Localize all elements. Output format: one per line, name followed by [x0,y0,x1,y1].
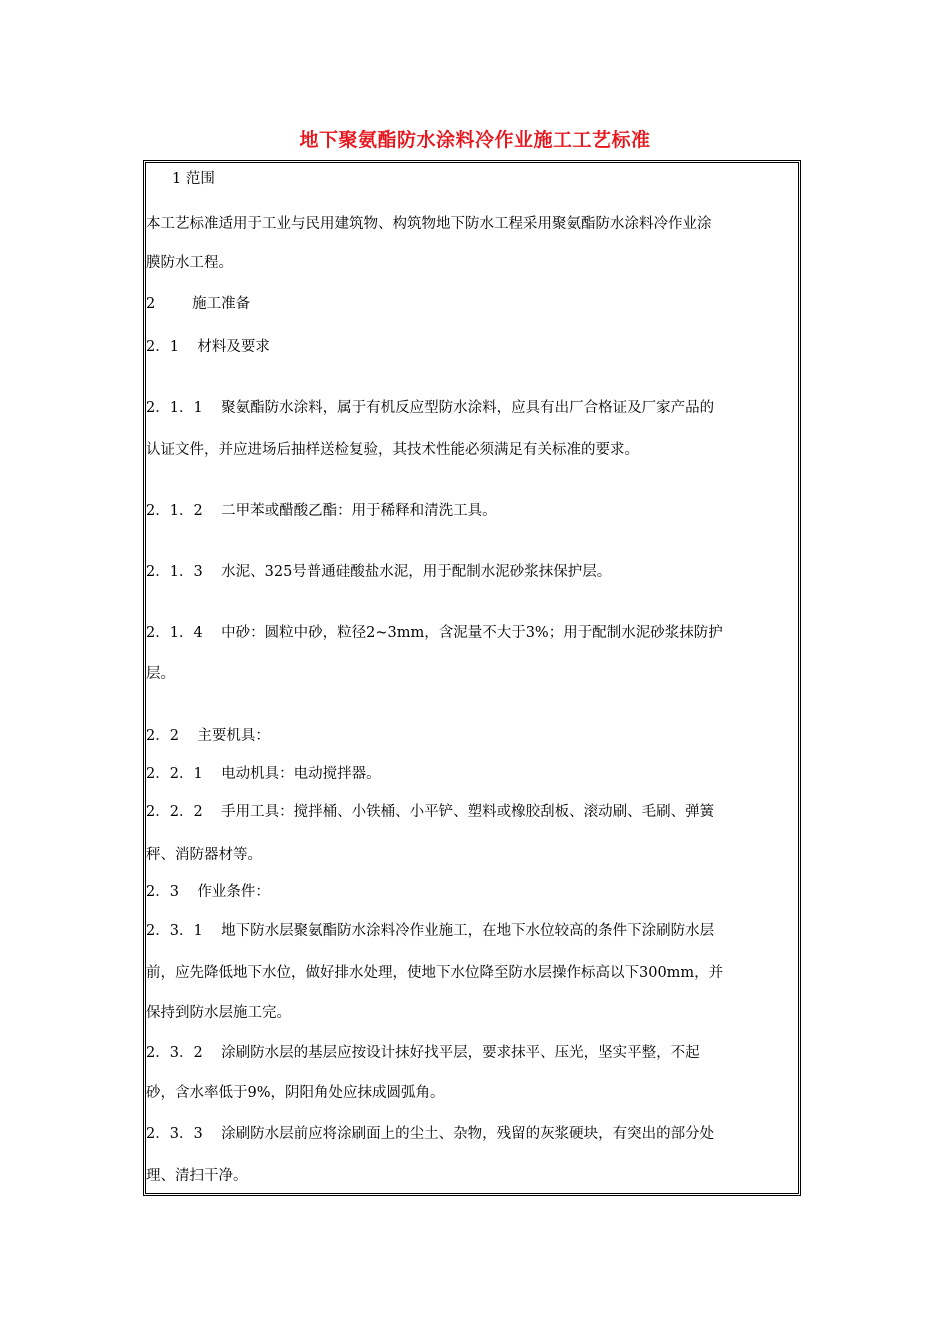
text-line-15: 2．3 作业条件： [146,884,270,900]
text-line-18: 保持到防水层施工完。 [146,1005,291,1021]
text-line-2: 膜防水工程。 [146,255,233,271]
text-line-4: 2．1 材料及要求 [146,339,270,355]
text-line-20: 砂，含水率低于9%，阴阳角处应抹成圆弧角。 [146,1085,445,1101]
text-line-16: 2．3．1 地下防水层聚氨酯防水涂料冷作业施工，在地下水位较高的条件下涂刷防水层 [146,923,715,939]
text-line-11: 2．2 主要机具： [146,728,270,744]
document-title: 地下聚氨酯防水涂料冷作业施工工艺标准 [299,129,651,151]
text-line-14: 秤、消防器材等。 [146,847,262,863]
text-line-9: 2．1．4 中砂：圆粒中砂，粒径2~3mm，含泥量不大于3%；用于配制水泥砂浆抹防护 [146,625,723,641]
text-line-21: 2．3．3 涂刷防水层前应将涂刷面上的尘土、杂物，残留的灰浆硬块，有突出的部分处 [146,1126,715,1142]
text-line-13: 2．2．2 手用工具：搅拌桶、小铁桶、小平铲、塑料或橡胶刮板、滚动刷、毛刷、弹簧 [146,804,715,820]
text-line-12: 2．2．1 电动机具：电动搅拌器。 [146,766,381,782]
text-line-1: 本工艺标准适用于工业与民用建筑物、构筑物地下防水工程采用聚氨酯防水涂料冷作业涂 [146,216,712,232]
text-line-6: 认证文件，并应进场后抽样送检复验，其技术性能必须满足有关标准的要求。 [146,442,639,458]
text-line-7: 2．1．2 二甲苯或醋酸乙酯：用于稀释和清洗工具。 [146,503,497,519]
text-line-8: 2．1．3 水泥、325号普通硅酸盐水泥，用于配制水泥砂浆抹保护层。 [146,564,612,580]
text-line-22: 理、清扫干净。 [146,1168,248,1184]
text-line-10: 层。 [146,666,175,682]
text-line-3: 2 施工准备 [146,296,251,312]
text-line-17: 前，应先降低地下水位，做好排水处理，使地下水位降至防水层操作标高以下300mm，并 [146,965,724,981]
text-line-19: 2．3．2 涂刷防水层的基层应按设计抹好找平层，要求抹平、压光，坚实平整，不起 [146,1045,700,1061]
text-line-5: 2．1．1 聚氨酯防水涂料，属于有机反应型防水涂料，应具有出厂合格证及厂家产品的 [146,400,715,416]
text-line-0: 1 范围 [172,171,215,187]
